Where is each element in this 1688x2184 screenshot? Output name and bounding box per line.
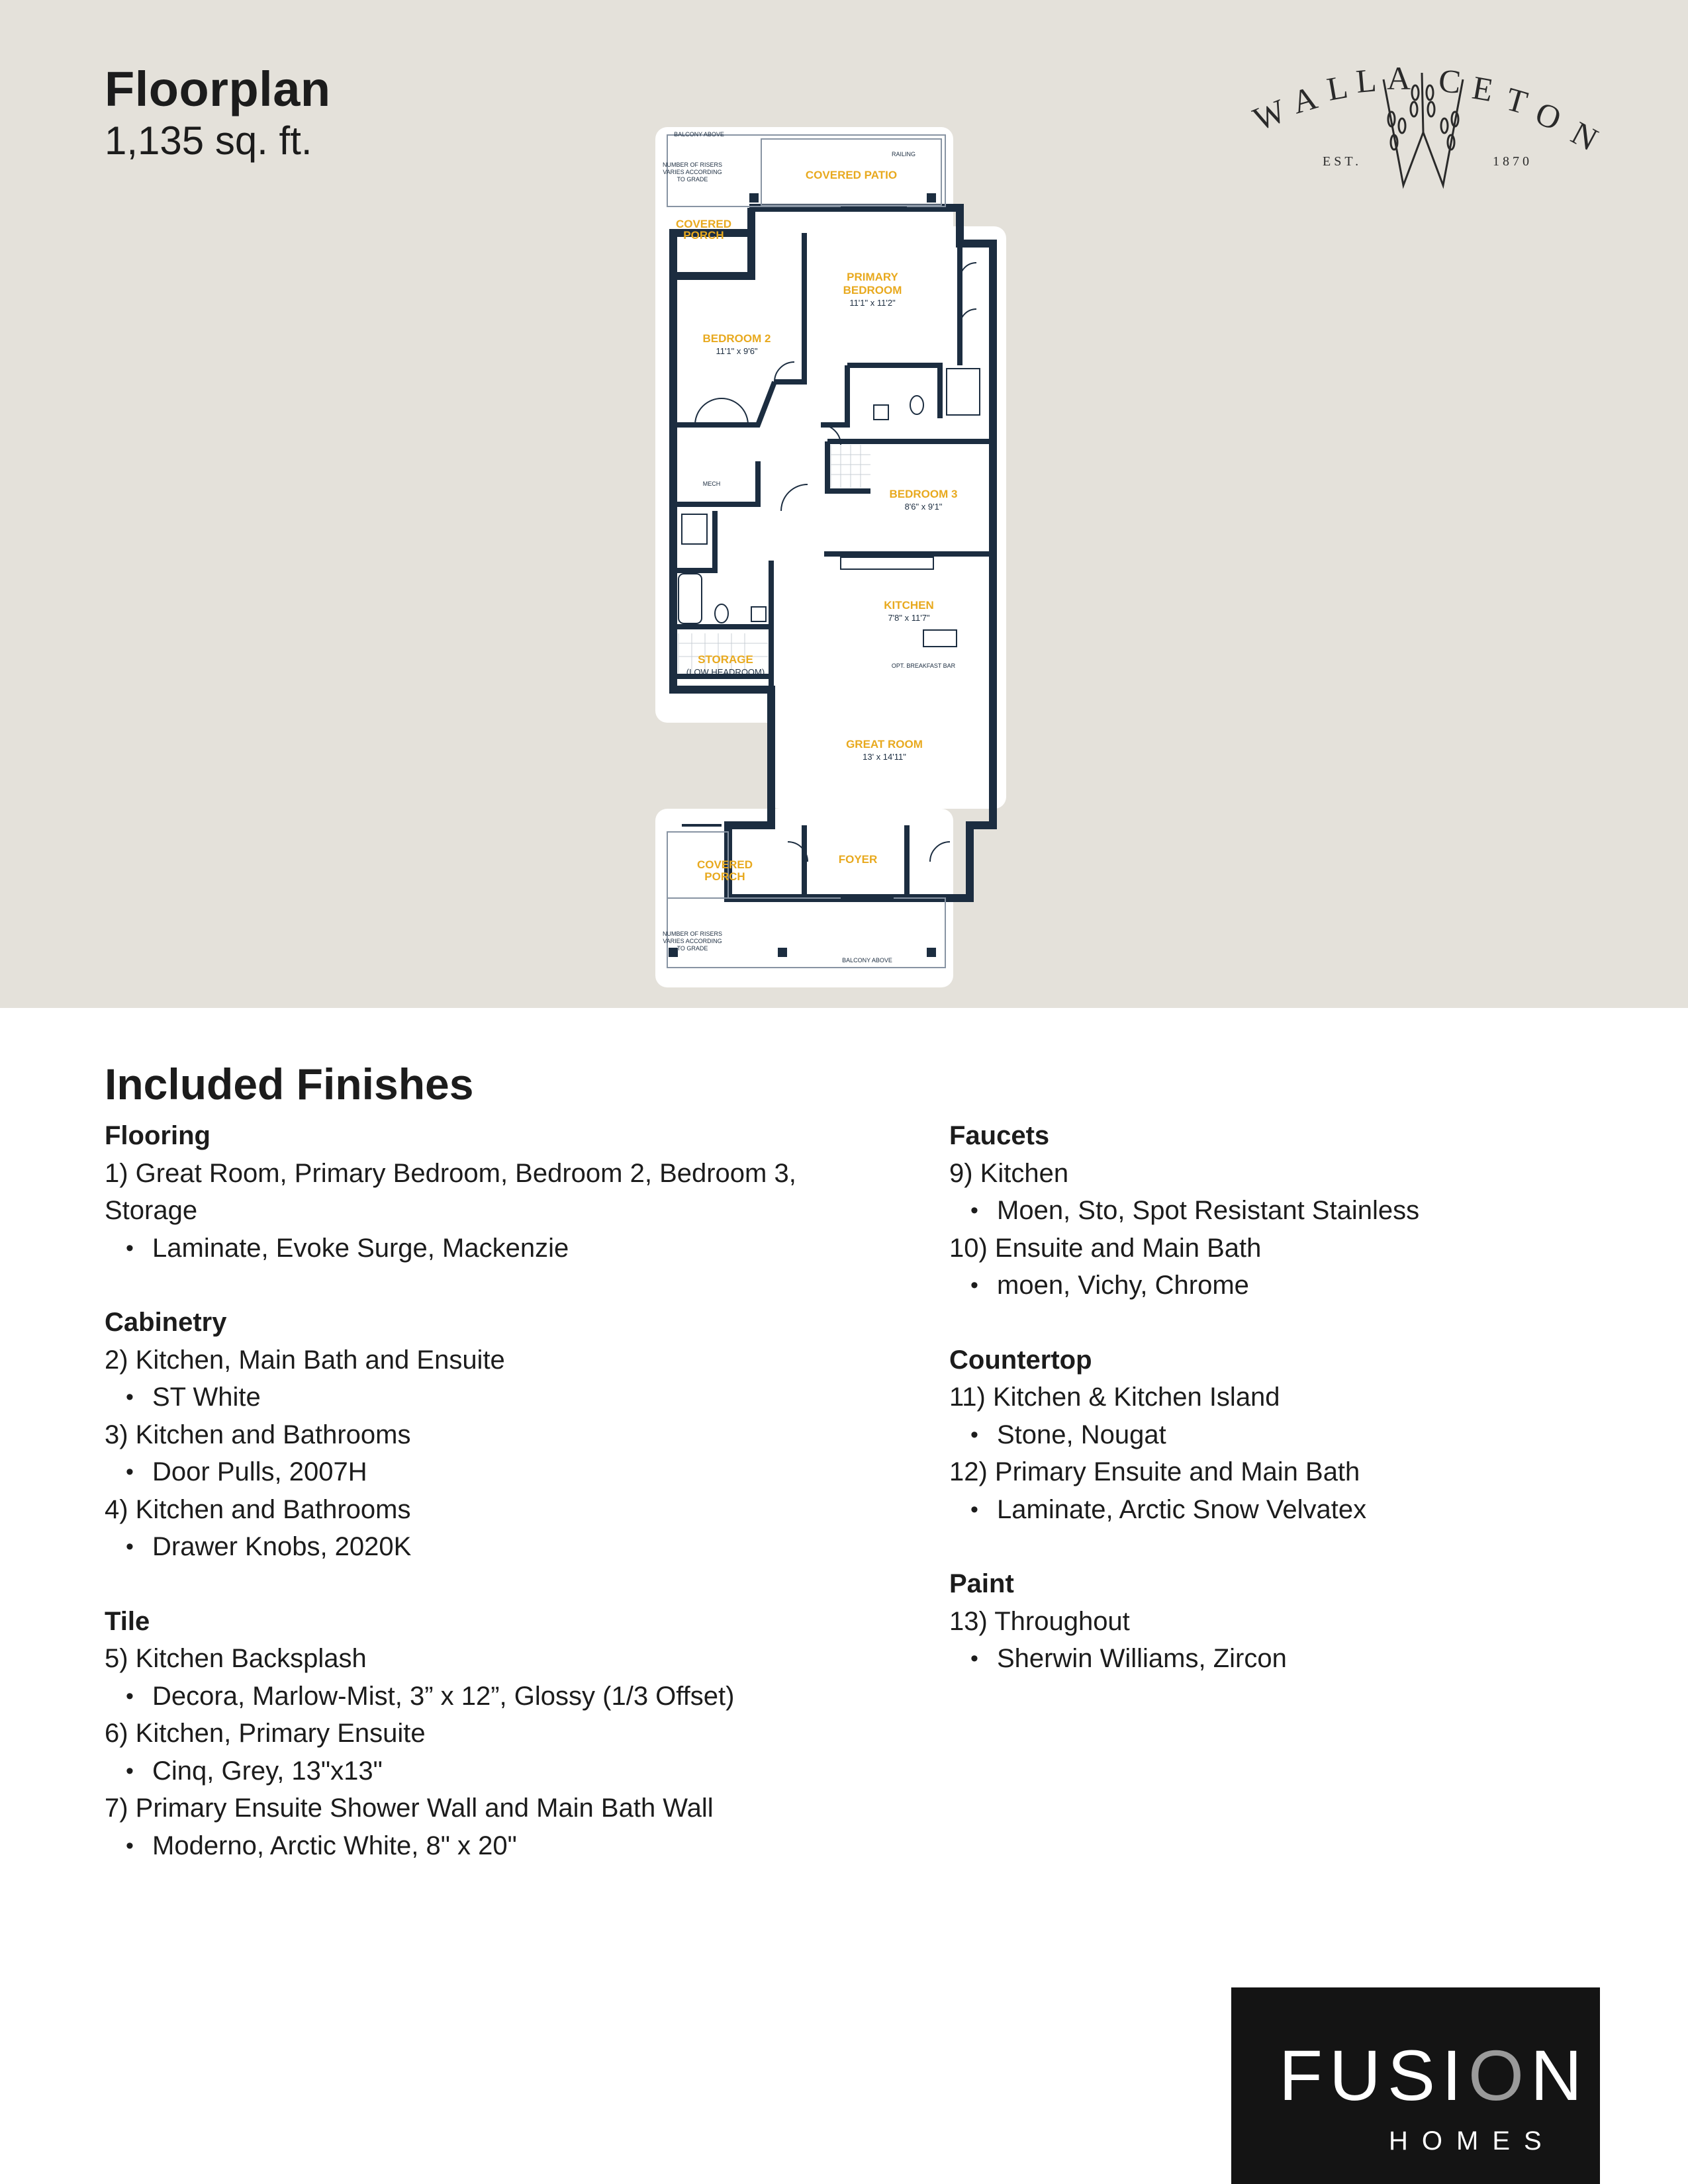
room-foyer: FOYER [838, 853, 878, 866]
room-storage-dims: (LOW HEADROOM) [686, 667, 765, 677]
homes-wordmark: HOMES [1389, 2126, 1556, 2156]
item-bullet: • Door Pulls, 2007H [105, 1453, 886, 1491]
fusion-wordmark [1279, 2034, 1589, 2116]
item-bullet: • Laminate, Arctic Snow Velvatex [949, 1491, 1611, 1529]
note-risers-bottom-2: VARIES ACCORDING [663, 938, 722, 944]
item-bullet: • Sherwin Williams, Zircon [949, 1640, 1611, 1678]
svg-text:L: L [1354, 61, 1378, 100]
section-heading: Cabinetry [105, 1308, 227, 1337]
item-title: 3) Kitchen and Bathrooms [105, 1420, 411, 1449]
fusion-word-end: N [1530, 2035, 1589, 2115]
note-risers-top-2: VARIES ACCORDING [663, 169, 722, 175]
section-flooring [105, 1117, 886, 1267]
square-footage: 1,135 sq. ft. [105, 118, 312, 163]
section-heading: Paint [949, 1569, 1014, 1598]
brand-letters [1248, 60, 1604, 158]
room-covered-porch-lower: COVERED [696, 858, 753, 871]
svg-text:N: N [1565, 114, 1605, 158]
fusion-word-start: FUSI [1279, 2035, 1469, 2115]
note-balcony-above-top: BALCONY ABOVE [674, 131, 724, 138]
room-bedroom-3: BEDROOM 3 [889, 488, 958, 500]
item-title: 5) Kitchen Backsplash [105, 1644, 367, 1673]
svg-text:O: O [1530, 94, 1567, 138]
item-bullet: • Laminate, Evoke Surge, Mackenzie [105, 1230, 886, 1267]
item-title: 12) Primary Ensuite and Main Bath [949, 1457, 1360, 1486]
svg-text:T: T [1501, 79, 1532, 121]
room-covered-patio: COVERED PATIO [805, 169, 898, 181]
finishes-left-column [105, 1117, 886, 1901]
section-paint [949, 1565, 1611, 1678]
svg-text:A: A [1387, 60, 1411, 97]
svg-text:A: A [1288, 78, 1321, 121]
section-faucets [949, 1117, 1611, 1304]
note-railing: RAILING [891, 151, 916, 158]
svg-text:W: W [1248, 91, 1291, 138]
room-primary-bedroom-2: BEDROOM [843, 284, 902, 296]
room-bedroom-2: BEDROOM 2 [702, 332, 771, 345]
note-mech: MECH [702, 480, 721, 487]
room-covered-porch-upper-2: PORCH [683, 229, 724, 242]
room-bedroom-3-dims: 8'6" x 9'1" [904, 502, 943, 512]
section-heading: Faucets [949, 1121, 1050, 1150]
item-title: 6) Kitchen, Primary Ensuite [105, 1719, 426, 1748]
note-risers-top-3: TO GRADE [677, 176, 708, 183]
item-title: 2) Kitchen, Main Bath and Ensuite [105, 1345, 505, 1375]
note-risers-bottom-3: TO GRADE [677, 945, 708, 952]
note-balcony-above-bottom: BALCONY ABOVE [842, 957, 892, 964]
svg-text:C: C [1437, 62, 1463, 101]
item-bullet: • Drawer Knobs, 2020K [105, 1528, 886, 1566]
note-risers-top-1: NUMBER OF RISERS [662, 161, 723, 168]
section-heading: Tile [105, 1606, 150, 1636]
section-heading: Flooring [105, 1121, 211, 1150]
est-label: EST. [1323, 154, 1362, 169]
svg-text:L: L [1324, 68, 1350, 108]
item-title: 1) Great Room, Primary Bedroom, Bedroom 2, Bedroom 3, Storage [105, 1158, 796, 1225]
item-bullet: • Moen, Sto, Spot Resistant Stainless [949, 1192, 1611, 1230]
item-title: 9) Kitchen [949, 1158, 1069, 1188]
floorplan-drawing [655, 127, 1006, 987]
item-title: 7) Primary Ensuite Shower Wall and Main Bath Wall [105, 1794, 714, 1823]
finishes-title: Included Finishes [105, 1060, 474, 1109]
item-bullet: • Moderno, Arctic White, 8" x 20" [105, 1827, 886, 1865]
room-primary-bedroom-dims: 11'1" x 11'2" [849, 298, 896, 308]
item-bullet: • ST White [105, 1379, 886, 1416]
room-primary-bedroom: PRIMARY [847, 271, 898, 283]
note-risers-bottom-1: NUMBER OF RISERS [662, 931, 723, 937]
room-bedroom-2-dims: 11'1" x 9'6" [716, 346, 758, 356]
item-title: 11) Kitchen & Kitchen Island [949, 1383, 1280, 1412]
room-kitchen-dims: 7'8" x 11'7" [888, 613, 930, 623]
item-title: 4) Kitchen and Bathrooms [105, 1494, 411, 1524]
section-heading: Countertop [949, 1345, 1092, 1375]
finishes-right-column [949, 1117, 1611, 1715]
fusion-word-o: O [1468, 2035, 1531, 2115]
item-bullet: • Decora, Marlow-Mist, 3” x 12”, Glossy (1/3 Offset) [105, 1678, 886, 1715]
page-title: Floorplan [105, 62, 331, 116]
item-title: 13) Throughout [949, 1606, 1130, 1636]
room-great-room-dims: 13' x 14'11" [863, 752, 906, 762]
room-storage: STORAGE [698, 653, 753, 666]
est-year: 1870 [1493, 154, 1532, 169]
room-covered-porch-lower-2: PORCH [704, 870, 745, 883]
item-title: 10) Ensuite and Main Bath [949, 1233, 1262, 1263]
wallaceton-logo [1244, 53, 1615, 205]
room-covered-porch-upper: COVERED [675, 218, 732, 230]
fusion-homes-logo [1231, 1987, 1600, 2184]
item-bullet: • Stone, Nougat [949, 1416, 1611, 1454]
item-bullet: • moen, Vichy, Chrome [949, 1267, 1611, 1304]
item-bullet: • Cinq, Grey, 13"x13" [105, 1752, 886, 1790]
section-countertop [949, 1342, 1611, 1529]
section-cabinetry [105, 1304, 886, 1566]
section-tile [105, 1603, 886, 1865]
note-breakfast-bar: OPT. BREAKFAST BAR [891, 662, 956, 669]
room-kitchen: KITCHEN [884, 599, 934, 612]
svg-text:E: E [1470, 68, 1496, 109]
room-great-room: GREAT ROOM [846, 738, 923, 751]
